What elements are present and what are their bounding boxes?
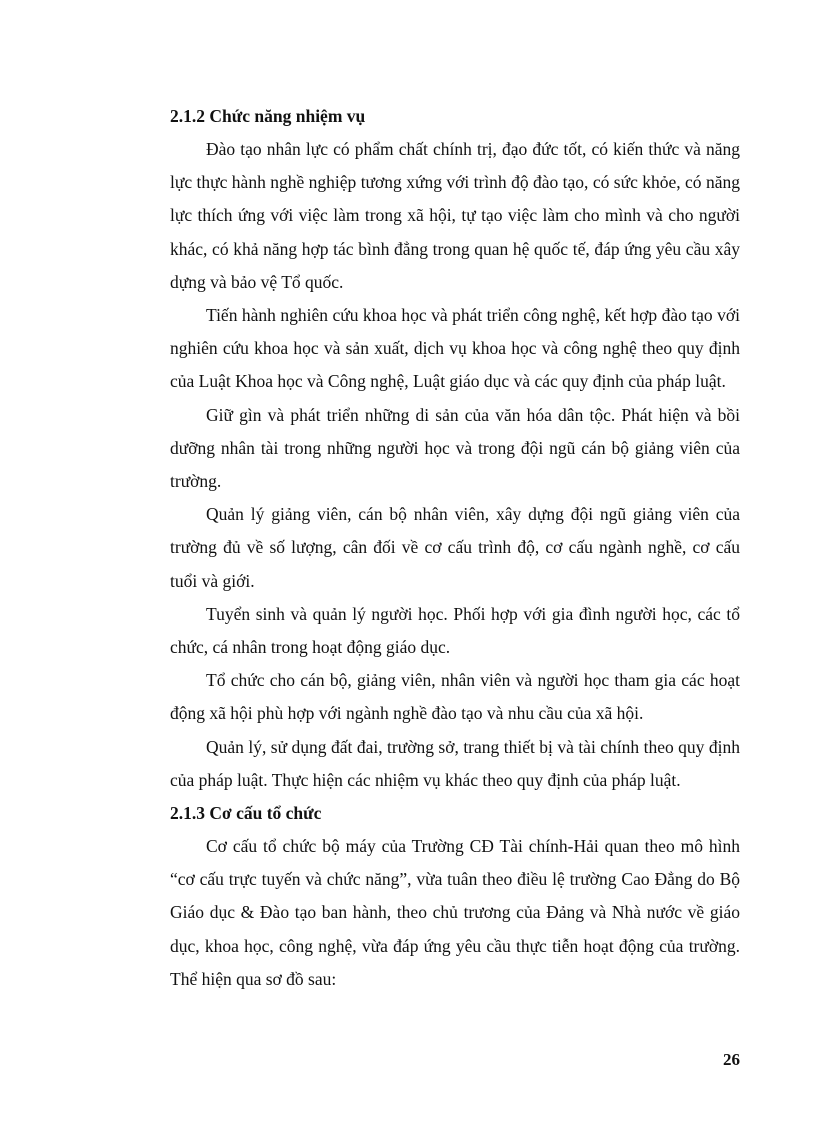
document-body — [170, 100, 740, 996]
page-number: 26 — [723, 1050, 740, 1069]
paragraph: Đào tạo nhân lực có phẩm chất chính trị, đạo đức tốt, có kiến thức và năng lực thực hành nghề nghiệp tương xứng với trình độ đào tạo, có sức khỏe, có năng lực thích ứng với việc làm trong xã hội, tự tạo việc làm cho mình và cho người khác, có khả năng hợp tác bình đẳng trong quan hệ quốc tế, đáp ứng yêu cầu xây dựng và bảo vệ Tổ quốc. — [170, 139, 740, 292]
section-heading-co-cau: 2.1.3 Cơ cấu tổ chức — [170, 803, 322, 824]
section-heading-chuc-nang: 2.1.2 Chức năng nhiệm vụ — [170, 106, 366, 126]
paragraph: Tổ chức cho cán bộ, giảng viên, nhân viên và người học tham gia các hoạt động xã hội phù hợp với ngành nghề đào tạo và nhu cầu của xã hội. — [170, 670, 740, 724]
paragraph: Giữ gìn và phát triển những di sản của văn hóa dân tộc. Phát hiện và bồi dưỡng nhân tài trong những người học và trong đội ngũ cán bộ giảng viên của trường. — [170, 404, 740, 492]
paragraph: Quản lý, sử dụng đất đai, trường sở, trang thiết bị và tài chính theo quy định của pháp luật. Thực hiện các nhiệm vụ khác theo quy định của pháp luật. — [170, 736, 740, 790]
paragraph: Cơ cấu tổ chức bộ máy của Trường CĐ Tài chính-Hải quan theo mô hình “cơ cấu trực tuyến và chức năng”, vừa tuân theo điều lệ trường Cao Đẳng do Bộ Giáo dục & Đào tạo ban hành, theo chủ trương của Đảng và Nhà nước về giáo dục, khoa học, công nghệ, vừa đáp ứng yêu cầu thực tiễn hoạt động của trường. Thể hiện qua sơ đồ sau: — [170, 836, 740, 989]
paragraph: Tuyển sinh và quản lý người học. Phối hợp với gia đình người học, các tổ chức, cá nhân trong hoạt động giáo dục. — [170, 603, 740, 658]
paragraph: Tiến hành nghiên cứu khoa học và phát triển công nghệ, kết hợp đào tạo với nghiên cứu khoa học và sản xuất, dịch vụ khoa học và công nghệ theo quy định của Luật Khoa học và Công nghệ, Luật giáo dục và các quy định của pháp luật. — [170, 305, 740, 392]
paragraph: Quản lý giảng viên, cán bộ nhân viên, xây dựng đội ngũ giảng viên của trường đủ về số lượng, cân đối về cơ cấu trình độ, cơ cấu ngành nghề, cơ cấu tuổi và giới. — [170, 504, 740, 591]
